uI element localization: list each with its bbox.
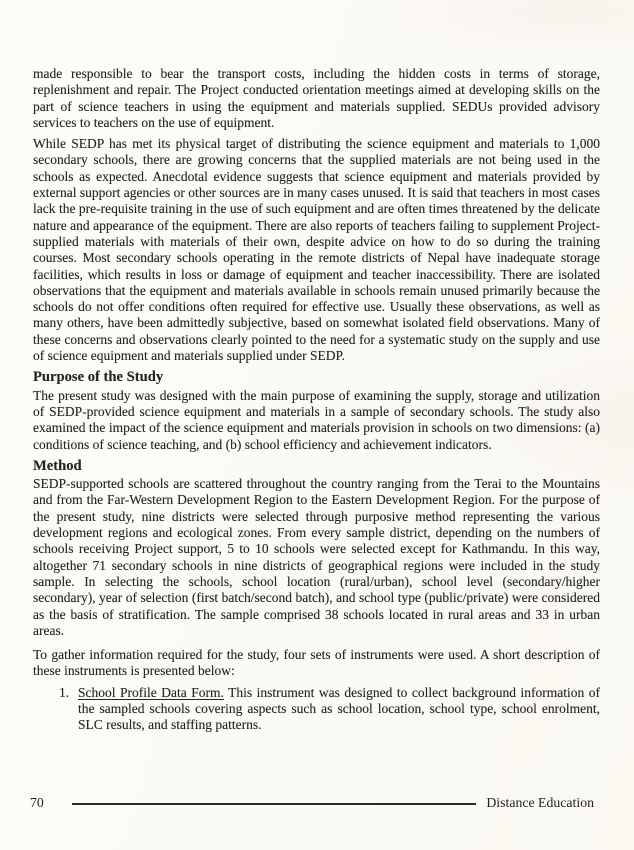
list-item-number: 1. — [59, 684, 70, 700]
paragraph-instruments-intro: To gather information required for the study, four sets of instruments were used. A short description of these instruments is presented below: — [33, 647, 600, 679]
list-item-title: School Profile Data Form. — [78, 684, 224, 700]
page-number: 70 — [30, 795, 44, 810]
page-footer — [30, 795, 594, 811]
list-item-body: This instrument was designed to collect background information of the sampled schools covering aspects such as school location, school type, school enrolment, SLC results, and staffing patterns. — [78, 684, 601, 733]
page-body — [33, 66, 600, 734]
heading-method: Method — [33, 457, 82, 474]
heading-purpose-of-study: Purpose of the Study — [33, 369, 164, 386]
list-item-school-profile-data-form — [33, 685, 600, 734]
paragraph-transport-costs: made responsible to bear the transport costs, including the hidden costs in terms of storage, replenishment and repair. The Project conducted orientation meetings aimed at developing skills on the part of science teachers in using the equipment and materials supplied. SEDUs provided advisory services to teachers on the use of equipment. — [33, 66, 600, 130]
list-item-text — [78, 685, 600, 734]
publication-title: Distance Education — [486, 795, 594, 810]
footer-rule — [72, 803, 477, 805]
paragraph-sedp-concerns: While SEDP has met its physical target of distributing the science equipment and materials to 1,000 secondary schools, there are growing concerns that the supplied materials are not being used in the schools as expected. Anecdotal evidence suggests that science equipment and materials provided by external support agencies or other sources are in many cases unused. It is said that teachers in most cases lack the pre-requisite training in the use of such equipment and are often times threatened by the delicate nature and appearance of the equipment. There are also reports of teachers failing to supplement Project-supplied materials with materials of their own, despite advice on how to do so during the training courses. Most secondary schools operating in the remote districts of Nepal have inadequate storage facilities, which results in loss or damage of equipment and teacher inaccessibility. There are isolated observations that the equipment and materials available in schools remain unused primarily because the schools do not offer conditions often required for effective use. Usually these observations, as well as many others, have been admittedly subjective, based on somewhat isolated field observations. Many of these concerns and observations clearly pointed to the need for a systematic study on the supply and use of science equipment and materials supplied under SEDP. — [33, 136, 600, 364]
instrument-list — [33, 685, 600, 734]
paragraph-purpose: The present study was designed with the main purpose of examining the supply, storage and utilization of SEDP-provided science equipment and materials in a sample of secondary schools. The study also examined the impact of the science equipment and materials provision in schools on two dimensions: (a) conditions of science teaching, and (b) school efficiency and achievement indicators. — [33, 387, 600, 452]
paragraph-method-sampling: SEDP-supported schools are scattered throughout the country ranging from the Terai to the Mountains and from the Far-Western Development Region to the Eastern Development Region. For the purpose of the present study, nine districts were selected through purposive method representing the various development regions and ecological zones. From every sample district, depending on the numbers of schools receiving Project support, 5 to 10 schools were selected except for Kathmandu. In this way, altogether 71 secondary schools in nine districts of geographical regions were included in the study sample. In selecting the schools, school location (rural/urban), school level (secondary/higher secondary), year of selection (first batch/second batch), and school type (public/private) were considered as the basis of stratification. The sample comprised 38 schools located in rural areas and 33 in urban areas. — [33, 476, 600, 638]
